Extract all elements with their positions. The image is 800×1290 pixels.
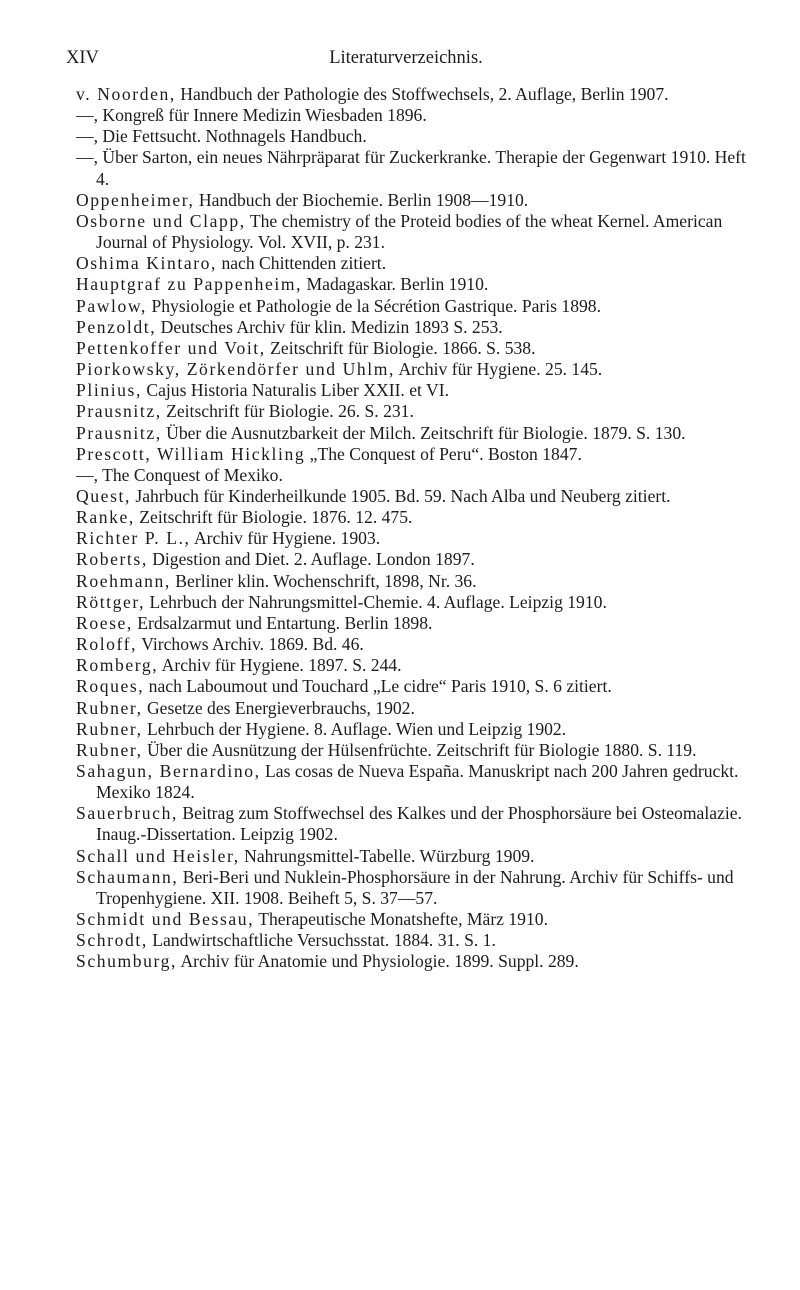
- bibliography-entry: [76, 719, 756, 740]
- entry-author: Pawlow,: [76, 295, 148, 316]
- entry-text: Archiv für Anatomie und Physiologie. 1899. Suppl. 289.: [177, 951, 579, 972]
- entry-text: The Conquest of Mexiko.: [98, 464, 283, 485]
- entry-author: Romberg,: [76, 655, 159, 676]
- bibliography-entry: [76, 380, 756, 401]
- bibliography-entry: [76, 698, 756, 719]
- entry-author: Roese,: [76, 612, 133, 633]
- entry-author: Rubner,: [76, 718, 143, 739]
- bibliography-entry: [76, 105, 756, 126]
- bibliography-entry: [76, 655, 756, 676]
- entry-text: Digestion and Diet. 2. Auflage. London 1897.: [147, 549, 475, 570]
- entry-author: Hauptgraf zu Pappenheim,: [76, 274, 303, 295]
- entry-author: Sauerbruch,: [76, 803, 178, 824]
- bibliography-entry: [76, 740, 756, 761]
- entry-text: Handbuch der Pathologie des Stoffwechsels, 2. Auflage, Berlin 1907.: [175, 84, 669, 104]
- bibliography-entry: [76, 147, 756, 189]
- entry-text: Las cosas de Nueva España. Manuskript nach 200 Jahren gedruckt. Mexiko 1824.: [96, 761, 739, 803]
- entry-text: Berliner klin. Wochenschrift, 1898, Nr. 36.: [170, 570, 477, 591]
- bibliography-entry: [76, 761, 756, 803]
- bibliography-entry: [76, 444, 756, 465]
- entry-text: Über Sarton, ein neues Nährpräparat für Zuckerkranke. Therapie der Gegenwart 1910. Heft 4.: [96, 147, 746, 189]
- entry-text: Über die Ausnutzbarkeit der Milch. Zeitschrift für Biologie. 1879. S. 130.: [161, 422, 686, 443]
- entry-text: Beitrag zum Stoffwechsel des Kalkes und der Phosphorsäure bei Osteomalazie. Inaug.-Dissertation. Leipzig 1902.: [96, 803, 742, 845]
- entry-text: Zeitschrift für Biologie. 1866. S. 538.: [265, 337, 536, 358]
- bibliography-entry: [76, 359, 756, 380]
- entry-text: Therapeutische Monatshefte, März 1910.: [254, 909, 548, 930]
- bibliography-entry: [76, 909, 756, 930]
- entry-author: Oshima Kintaro,: [76, 253, 218, 274]
- entry-author: Röttger,: [76, 591, 146, 612]
- bibliography-entry: [76, 803, 756, 845]
- bibliography-entry: [76, 549, 756, 570]
- bibliography-entry: [76, 507, 756, 528]
- entry-author: —,: [76, 126, 98, 147]
- entry-author: Roques,: [76, 676, 145, 697]
- bibliography-entry: [76, 401, 756, 422]
- entry-author: Schumburg,: [76, 951, 178, 972]
- entry-author: v. Noorden,: [76, 84, 176, 104]
- entry-author: —,: [76, 105, 98, 126]
- entry-text: Beri-Beri und Nuklein-Phosphorsäure in der Nahrung. Archiv für Schiffs- und Tropenhygiene. XII. 1908. Beiheft 5, S. 37—57.: [96, 866, 734, 908]
- entry-text: nach Laboumout und Touchard „Le cidre“ Paris 1910, S. 6 zitiert.: [144, 676, 612, 697]
- entry-author: Schall und Heisler,: [76, 845, 240, 866]
- bibliography-entry: [76, 465, 756, 486]
- entry-author: Pettenkoffer und Voit,: [76, 337, 266, 358]
- entry-text: Deutsches Archiv für klin. Medizin 1893 S. 253.: [156, 316, 503, 337]
- bibliography-entry: [76, 571, 756, 592]
- entry-author: —,: [76, 147, 98, 168]
- bibliography-entry: [76, 84, 756, 105]
- entry-text: Jahrbuch für Kinderheilkunde 1905. Bd. 59. Nach Alba und Neuberg zitiert.: [130, 485, 671, 506]
- entry-text: Die Fettsucht. Nothnagels Handbuch.: [98, 126, 367, 147]
- entry-author: Piorkowsky, Zörkendörfer und Uhlm,: [76, 359, 396, 380]
- entry-text: Handbuch der Biochemie. Berlin 1908—1910.: [194, 189, 529, 210]
- entry-author: Roberts,: [76, 549, 148, 570]
- entry-text: Lehrbuch der Hygiene. 8. Auflage. Wien und Leipzig 1902.: [142, 718, 567, 739]
- entry-text: nach Chittenden zitiert.: [217, 253, 387, 274]
- bibliography-entry: [76, 634, 756, 655]
- bibliography-entry: [76, 592, 756, 613]
- entry-text: Archiv für Hygiene. 1897. S. 244.: [158, 655, 402, 676]
- entry-author: Penzoldt,: [76, 316, 157, 337]
- entry-text: Nahrungsmittel-Tabelle. Würzburg 1909.: [239, 845, 535, 866]
- bibliography-entry: [76, 613, 756, 634]
- entry-text: Archiv für Hygiene. 1903.: [190, 528, 381, 549]
- entry-author: Osborne und Clapp,: [76, 210, 246, 231]
- entry-text: Landwirtschaftliche Versuchsstat. 1884. 31. S. 1.: [147, 930, 496, 951]
- entry-author: Oppenheimer,: [76, 189, 195, 210]
- entry-text: Gesetze des Energieverbrauchs, 1902.: [142, 697, 415, 718]
- bibliography-entry: [76, 274, 756, 295]
- entry-author: —,: [76, 464, 98, 485]
- entry-text: Madagaskar. Berlin 1910.: [302, 274, 489, 295]
- bibliography-entry: [76, 317, 756, 338]
- entry-author: Quest,: [76, 485, 131, 506]
- bibliography-entry: [76, 951, 756, 972]
- bibliography-list: [76, 84, 756, 973]
- entry-text: Lehrbuch der Nahrungsmittel-Chemie. 4. Auflage. Leipzig 1910.: [145, 591, 607, 612]
- entry-author: Roloff,: [76, 634, 138, 655]
- running-title: Literaturverzeichnis.: [329, 48, 483, 68]
- bibliography-entry: [76, 486, 756, 507]
- entry-author: Schmidt und Bessau,: [76, 909, 255, 930]
- entry-author: Richter P. L.,: [76, 528, 191, 549]
- bibliography-entry: [76, 253, 756, 274]
- entry-text: Erdsalzarmut und Entartung. Berlin 1898.: [132, 612, 433, 633]
- bibliography-entry: [76, 296, 756, 317]
- bibliography-entry: [76, 338, 756, 359]
- entry-text: Virchows Archiv. 1869. Bd. 46.: [137, 634, 364, 655]
- entry-text: Cajus Historia Naturalis Liber XXII. et VI.: [141, 380, 449, 401]
- entry-author: Prescott, William Hickling: [76, 443, 306, 464]
- bibliography-entry: [76, 846, 756, 867]
- entry-author: Roehmann,: [76, 570, 171, 591]
- entry-author: Rubner,: [76, 697, 143, 718]
- bibliography-entry: [76, 930, 756, 951]
- entry-text: Zeitschrift für Biologie. 26. S. 231.: [161, 401, 414, 422]
- entry-text: „The Conquest of Peru“. Boston 1847.: [305, 443, 582, 464]
- bibliography-entry: [76, 528, 756, 549]
- bibliography-entry: [76, 190, 756, 211]
- bibliography-entry: [76, 867, 756, 909]
- bibliography-entry: [76, 423, 756, 444]
- entry-author: Rubner,: [76, 739, 143, 760]
- entry-text: Über die Ausnützung der Hülsenfrüchte. Zeitschrift für Biologie 1880. S. 119.: [142, 739, 697, 760]
- entry-text: Archiv für Hygiene. 25. 145.: [395, 359, 603, 380]
- page-header: [66, 48, 746, 74]
- entry-author: Prausnitz,: [76, 401, 162, 422]
- entry-author: Sahagun, Bernardino,: [76, 761, 261, 781]
- entry-author: Ranke,: [76, 507, 135, 528]
- entry-text: Physiologie et Pathologie de la Sécrétion Gastrique. Paris 1898.: [147, 295, 601, 316]
- entry-author: Schrodt,: [76, 930, 148, 951]
- entry-author: Prausnitz,: [76, 422, 162, 443]
- entry-author: Plinius,: [76, 380, 142, 401]
- bibliography-entry: [76, 126, 756, 147]
- bibliography-entry: [76, 211, 756, 253]
- entry-text: The chemistry of the Proteid bodies of the wheat Kernel. American Journal of Physiology. Vol. XVII, p. 231.: [96, 210, 723, 253]
- bibliography-entry: [76, 676, 756, 697]
- page-number: XIV: [66, 48, 99, 68]
- entry-text: Zeitschrift für Biologie. 1876. 12. 475.: [134, 507, 413, 528]
- entry-author: Schaumann,: [76, 866, 179, 887]
- entry-text: Kongreß für Innere Medizin Wiesbaden 1896.: [98, 105, 427, 126]
